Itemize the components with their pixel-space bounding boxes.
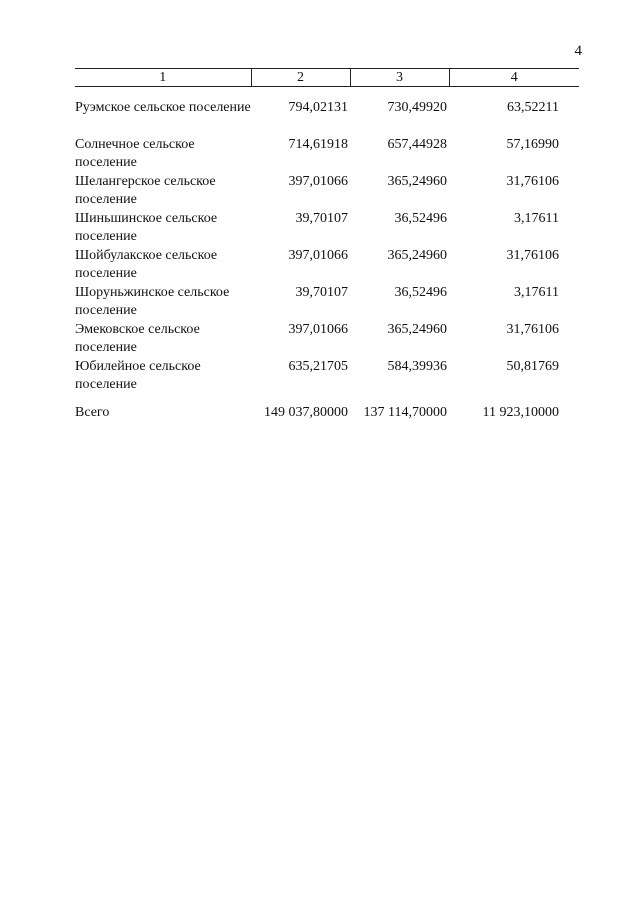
column-header-1: 1 [75,69,251,87]
table-header [75,69,579,87]
value-col-4: 31,76106 [506,248,559,263]
value-col-3: 365,24960 [387,322,447,337]
value-col-4: 50,81769 [506,359,559,374]
value-col-4: 63,52211 [507,100,559,115]
value-col-3: 365,24960 [387,174,447,189]
value-col-3: 657,44928 [387,137,447,152]
value-col-4: 31,76106 [506,322,559,337]
table-row [75,136,579,173]
value-col-4: 3,17611 [514,285,559,300]
column-header-4: 4 [449,69,579,87]
header-row [75,69,579,87]
value-col-3: 36,52496 [394,285,447,300]
column-header-3: 3 [350,69,449,87]
table-row [75,210,579,247]
value-col-4: 57,16990 [506,137,559,152]
settlement-name: Шоруньжинское сельское поселение [75,285,230,318]
value-col-2: 397,01066 [288,248,348,263]
table-row [75,284,579,321]
table-row [75,321,579,358]
value-col-3: 730,49920 [387,100,447,115]
settlement-name: Шелангерское сельское поселение [75,174,216,207]
data-table [75,68,579,424]
table-body [75,87,579,425]
settlement-name: Солнечное сельское поселение [75,137,195,170]
total-col-3: 137 114,70000 [363,405,447,420]
value-col-2: 714,61918 [288,137,348,152]
column-header-2: 2 [251,69,350,87]
value-col-2: 794,02131 [288,100,348,115]
table-row [75,99,579,136]
value-col-3: 584,39936 [387,359,447,374]
table-row [75,358,579,395]
page-number: 4 [574,43,582,59]
table-row [75,247,579,284]
total-col-4: 11 923,10000 [482,405,559,420]
settlement-name: Шойбулакское сельское поселение [75,248,218,281]
value-col-4: 3,17611 [514,211,559,226]
settlement-name: Юбилейное сельское поселение [75,359,201,392]
table-row [75,173,579,210]
value-col-3: 365,24960 [387,248,447,263]
total-col-2: 149 037,80000 [264,405,348,420]
value-col-2: 397,01066 [288,174,348,189]
value-col-2: 635,21705 [288,359,348,374]
value-col-2: 39,70107 [295,285,348,300]
total-row [75,404,579,424]
settlement-name: Эмековское сельское поселение [75,322,200,355]
value-col-4: 31,76106 [506,174,559,189]
value-col-2: 397,01066 [288,322,348,337]
value-col-2: 39,70107 [295,211,348,226]
settlement-name: Шиньшинское сельское поселение [75,211,218,244]
settlement-name: Руэмское сельское поселение [75,100,251,115]
value-col-3: 36,52496 [394,211,447,226]
total-label: Всего [75,405,110,420]
